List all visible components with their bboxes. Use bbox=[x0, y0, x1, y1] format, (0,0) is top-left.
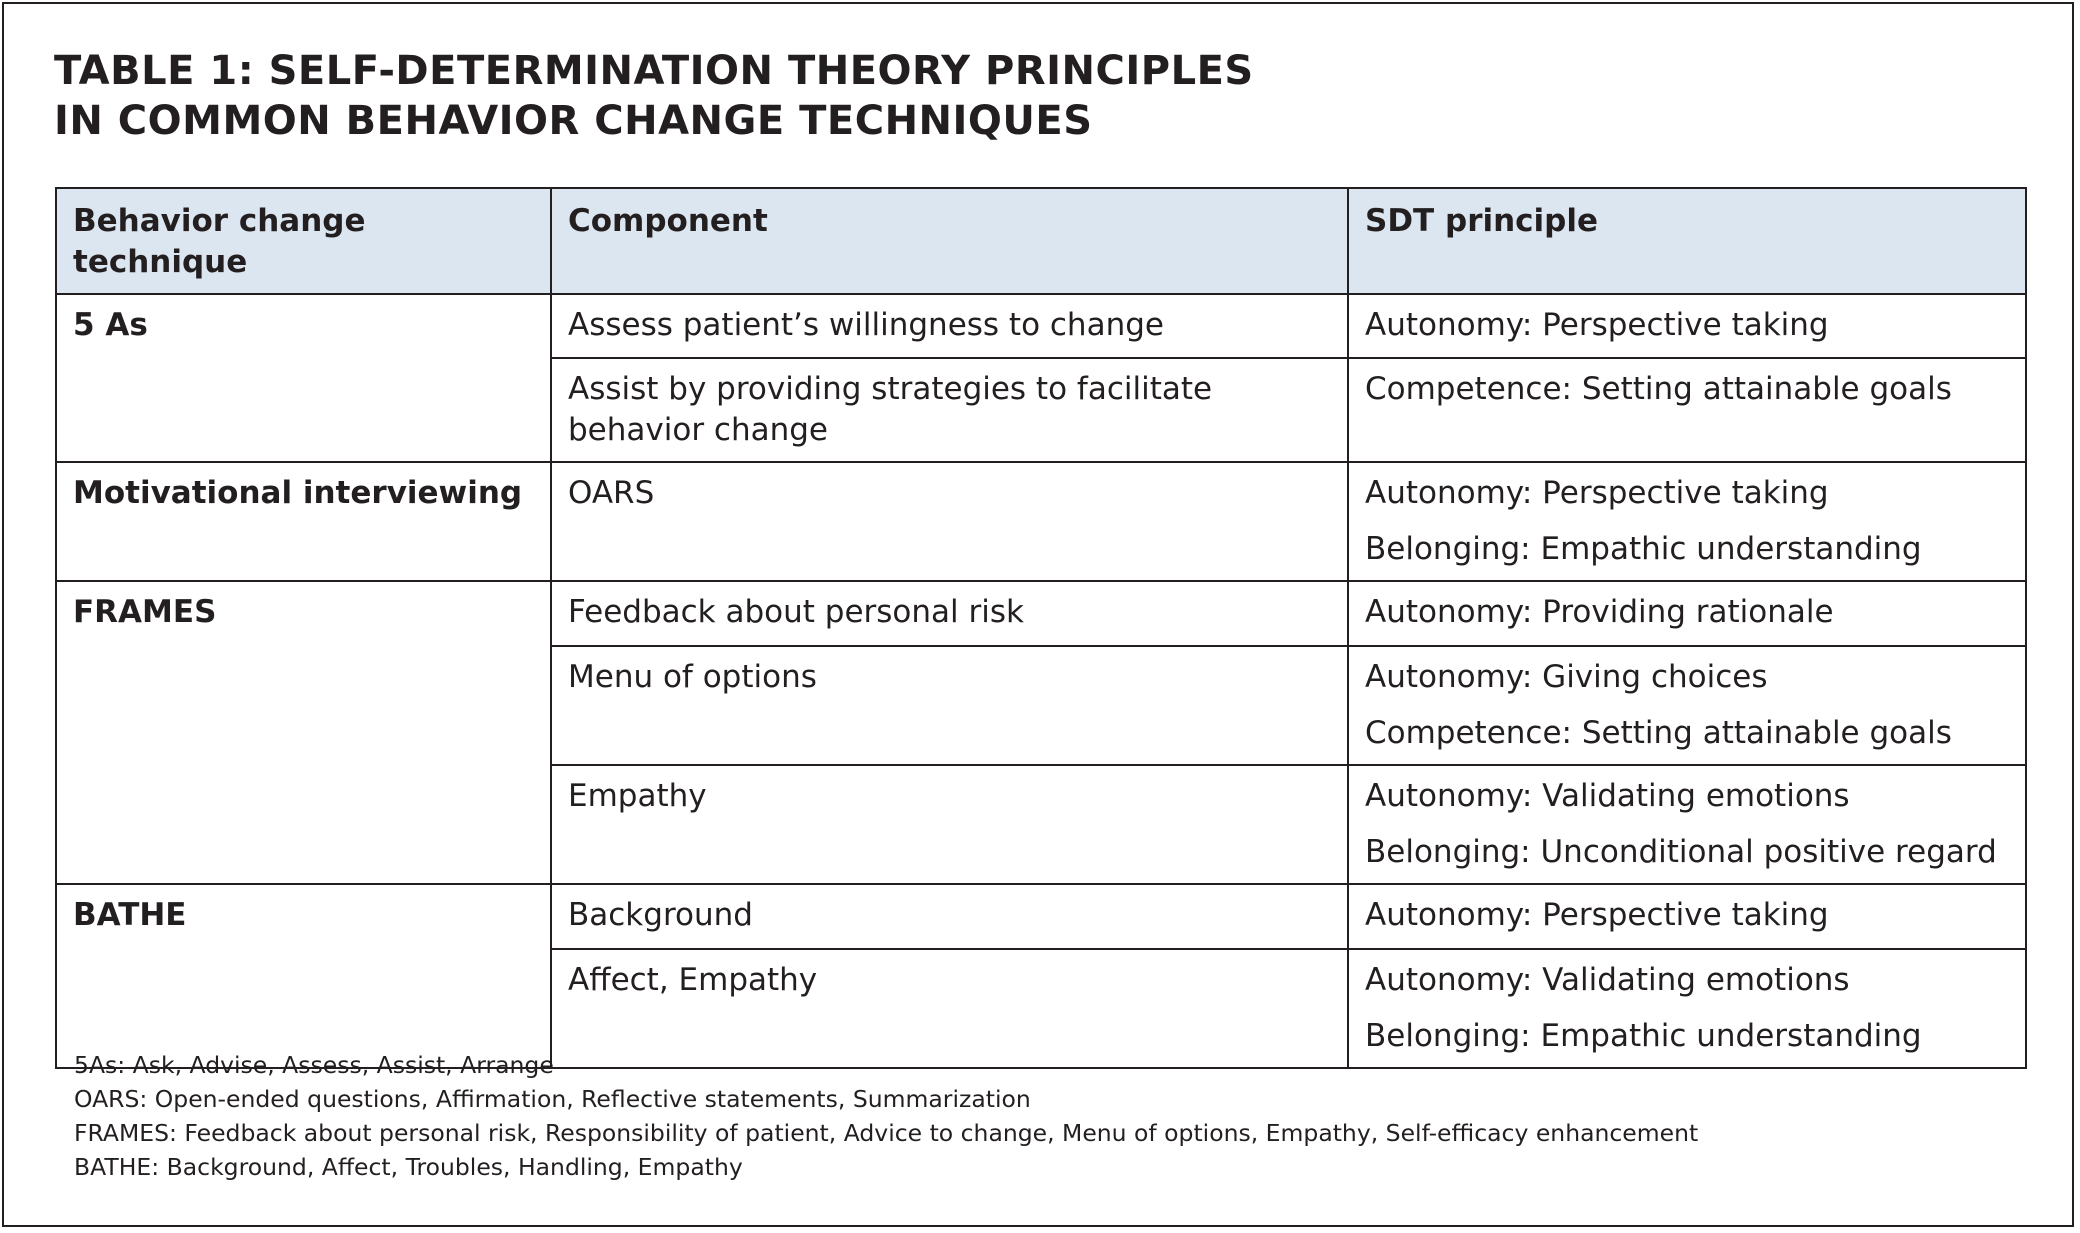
table-row bbox=[56, 294, 2026, 358]
technique-cell: BATHE bbox=[56, 884, 551, 1068]
principle-text: Autonomy: Validating emotions bbox=[1365, 778, 1850, 814]
principle-cell bbox=[1348, 884, 2026, 949]
component-cell: Affect, Empathy bbox=[551, 949, 1348, 1068]
table-title bbox=[54, 46, 1254, 146]
principle-text: Belonging: Unconditional positive regard bbox=[1365, 834, 1997, 870]
component-cell: Assist by providing strategies to facilitate behavior change bbox=[551, 358, 1348, 462]
principle-text: Autonomy: Perspective taking bbox=[1365, 897, 1829, 933]
component-cell: Menu of options bbox=[551, 646, 1348, 765]
footnotes bbox=[74, 1048, 1698, 1184]
component-cell: Background bbox=[551, 884, 1348, 949]
table-header-row bbox=[56, 188, 2026, 294]
footnote-frames: FRAMES: Feedback about personal risk, Responsibility of patient, Advice to change, Menu of options, Empathy, Self-efficacy enhancement bbox=[74, 1119, 1699, 1147]
principle-cell bbox=[1348, 294, 2026, 358]
header-component: Component bbox=[551, 188, 1348, 294]
title-line-1: TABLE 1: SELF-DETERMINATION THEORY PRINCIPLES bbox=[54, 48, 1254, 94]
header-technique: Behavior change technique bbox=[56, 188, 551, 294]
component-cell: Feedback about personal risk bbox=[551, 581, 1348, 646]
principle-text: Belonging: Empathic understanding bbox=[1365, 531, 1922, 567]
table-row bbox=[56, 884, 2026, 949]
principle-cell bbox=[1348, 581, 2026, 646]
table-row bbox=[56, 462, 2026, 581]
component-cell: OARS bbox=[551, 462, 1348, 581]
title-line-2: IN COMMON BEHAVIOR CHANGE TECHNIQUES bbox=[54, 98, 1093, 144]
principle-text: Autonomy: Perspective taking bbox=[1365, 307, 1829, 343]
footnote-bathe: BATHE: Background, Affect, Troubles, Handling, Empathy bbox=[74, 1153, 743, 1181]
header-sdt-principle: SDT principle bbox=[1348, 188, 2026, 294]
technique-cell: 5 As bbox=[56, 294, 551, 462]
principle-text: Competence: Setting attainable goals bbox=[1365, 715, 1952, 751]
sdt-table bbox=[55, 187, 2027, 1069]
principle-cell bbox=[1348, 765, 2026, 884]
technique-cell: FRAMES bbox=[56, 581, 551, 884]
component-cell: Empathy bbox=[551, 765, 1348, 884]
principle-cell bbox=[1348, 462, 2026, 581]
principle-cell bbox=[1348, 358, 2026, 462]
table-row bbox=[56, 581, 2026, 646]
footnote-oars: OARS: Open-ended questions, Affirmation, Reflective statements, Summarization bbox=[74, 1085, 1031, 1113]
principle-text: Autonomy: Providing rationale bbox=[1365, 594, 1834, 630]
principle-text: Autonomy: Validating emotions bbox=[1365, 962, 1850, 998]
footnote-5as: 5As: Ask, Advise, Assess, Assist, Arrange bbox=[74, 1051, 554, 1079]
technique-cell: Motivational interviewing bbox=[56, 462, 551, 581]
principle-text: Autonomy: Giving choices bbox=[1365, 659, 1768, 695]
principle-text: Autonomy: Perspective taking bbox=[1365, 475, 1829, 511]
component-cell: Assess patient’s willingness to change bbox=[551, 294, 1348, 358]
principle-text: Competence: Setting attainable goals bbox=[1365, 371, 1952, 407]
principle-text: Belonging: Empathic understanding bbox=[1365, 1018, 1922, 1054]
principle-cell bbox=[1348, 646, 2026, 765]
